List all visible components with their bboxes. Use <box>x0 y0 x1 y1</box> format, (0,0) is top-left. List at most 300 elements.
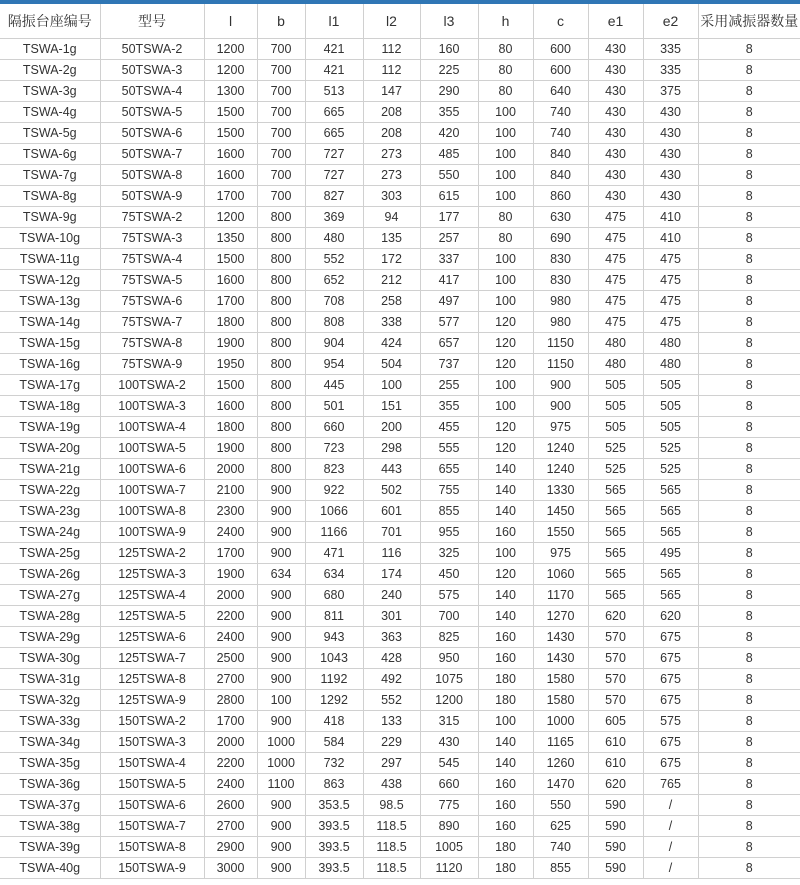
cell: 1066 <box>305 500 363 521</box>
table-body <box>0 38 800 878</box>
cell: 430 <box>588 185 643 206</box>
cell: 325 <box>420 542 478 563</box>
cell: 555 <box>420 437 478 458</box>
cell: 800 <box>257 458 305 479</box>
cell: 1600 <box>204 269 257 290</box>
cell: 565 <box>588 479 643 500</box>
table-row <box>0 122 800 143</box>
cell: 100 <box>478 269 533 290</box>
cell: 565 <box>588 542 643 563</box>
cell: 140 <box>478 500 533 521</box>
cell: 2200 <box>204 752 257 773</box>
cell: 2700 <box>204 668 257 689</box>
cell: 369 <box>305 206 363 227</box>
cell: TSWA-3g <box>0 80 100 101</box>
cell: 570 <box>588 626 643 647</box>
cell: TSWA-28g <box>0 605 100 626</box>
cell: 808 <box>305 311 363 332</box>
cell: 160 <box>478 647 533 668</box>
cell: 660 <box>420 773 478 794</box>
cell: 975 <box>533 542 588 563</box>
cell: 8 <box>698 248 800 269</box>
cell: 125TSWA-8 <box>100 668 204 689</box>
cell: 430 <box>643 164 698 185</box>
cell: 1170 <box>533 584 588 605</box>
cell: 2200 <box>204 605 257 626</box>
cell: 600 <box>533 59 588 80</box>
cell: 625 <box>533 815 588 836</box>
cell: 630 <box>533 206 588 227</box>
cell: TSWA-33g <box>0 710 100 731</box>
cell: 1000 <box>257 752 305 773</box>
cell: 1700 <box>204 185 257 206</box>
cell: 8 <box>698 374 800 395</box>
cell: 338 <box>363 311 420 332</box>
cell: 2800 <box>204 689 257 710</box>
cell: 135 <box>363 227 420 248</box>
cell: 150TSWA-2 <box>100 710 204 731</box>
cell: TSWA-19g <box>0 416 100 437</box>
cell: 575 <box>643 710 698 731</box>
cell: 708 <box>305 290 363 311</box>
table-row <box>0 185 800 206</box>
cell: TSWA-17g <box>0 374 100 395</box>
cell: 570 <box>588 689 643 710</box>
cell: 133 <box>363 710 420 731</box>
cell: 480 <box>643 332 698 353</box>
cell: 125TSWA-7 <box>100 647 204 668</box>
cell: 980 <box>533 290 588 311</box>
cell: TSWA-25g <box>0 542 100 563</box>
cell: 975 <box>533 416 588 437</box>
cell: 118.5 <box>363 857 420 878</box>
cell: TSWA-9g <box>0 206 100 227</box>
cell: 160 <box>478 626 533 647</box>
cell: 174 <box>363 563 420 584</box>
cell: 480 <box>305 227 363 248</box>
cell: 954 <box>305 353 363 374</box>
cell: TSWA-20g <box>0 437 100 458</box>
cell: 430 <box>588 80 643 101</box>
cell: 1000 <box>533 710 588 731</box>
cell: 1005 <box>420 836 478 857</box>
cell: 125TSWA-9 <box>100 689 204 710</box>
cell: 125TSWA-6 <box>100 626 204 647</box>
cell: 160 <box>478 773 533 794</box>
cell: 2000 <box>204 584 257 605</box>
cell: 100TSWA-3 <box>100 395 204 416</box>
cell: 600 <box>533 38 588 59</box>
table-row <box>0 689 800 710</box>
cell: 2400 <box>204 521 257 542</box>
cell: 900 <box>257 794 305 815</box>
cell: 640 <box>533 80 588 101</box>
cell: 475 <box>643 311 698 332</box>
cell: 8 <box>698 164 800 185</box>
cell: 565 <box>588 521 643 542</box>
cell: 100 <box>478 164 533 185</box>
cell: TSWA-40g <box>0 857 100 878</box>
cell: 8 <box>698 752 800 773</box>
cell: TSWA-22g <box>0 479 100 500</box>
cell: 100 <box>478 101 533 122</box>
cell: 565 <box>643 479 698 500</box>
cell: 8 <box>698 500 800 521</box>
cell: 8 <box>698 584 800 605</box>
cell: 1500 <box>204 374 257 395</box>
cell: 80 <box>478 59 533 80</box>
cell: 505 <box>588 416 643 437</box>
cell: 430 <box>643 122 698 143</box>
cell: 430 <box>588 101 643 122</box>
cell: 575 <box>420 584 478 605</box>
cell: 700 <box>257 143 305 164</box>
cell: 2500 <box>204 647 257 668</box>
cell: 590 <box>588 857 643 878</box>
cell: 50TSWA-6 <box>100 122 204 143</box>
cell: 298 <box>363 437 420 458</box>
table-row <box>0 59 800 80</box>
table-row <box>0 290 800 311</box>
cell: 732 <box>305 752 363 773</box>
cell: TSWA-8g <box>0 185 100 206</box>
cell: 140 <box>478 458 533 479</box>
cell: 1600 <box>204 164 257 185</box>
cell: 150TSWA-3 <box>100 731 204 752</box>
cell: 565 <box>643 584 698 605</box>
cell: 1700 <box>204 710 257 731</box>
cell: 475 <box>643 248 698 269</box>
cell: 475 <box>588 269 643 290</box>
cell: 900 <box>257 668 305 689</box>
cell: 75TSWA-7 <box>100 311 204 332</box>
cell: 1120 <box>420 857 478 878</box>
cell: 1200 <box>204 38 257 59</box>
cell: 840 <box>533 143 588 164</box>
cell: 480 <box>588 353 643 374</box>
cell: 615 <box>420 185 478 206</box>
cell: TSWA-36g <box>0 773 100 794</box>
cell: 430 <box>588 143 643 164</box>
cell: 565 <box>588 563 643 584</box>
table-row <box>0 206 800 227</box>
cell: 8 <box>698 311 800 332</box>
cell: 700 <box>420 605 478 626</box>
cell: 900 <box>533 395 588 416</box>
cell: 980 <box>533 311 588 332</box>
cell: 634 <box>257 563 305 584</box>
cell: TSWA-16g <box>0 353 100 374</box>
cell: TSWA-4g <box>0 101 100 122</box>
cell: 8 <box>698 416 800 437</box>
cell: 675 <box>643 731 698 752</box>
cell: / <box>643 857 698 878</box>
cell: 120 <box>478 563 533 584</box>
cell: 830 <box>533 269 588 290</box>
cell: 100TSWA-5 <box>100 437 204 458</box>
cell: 257 <box>420 227 478 248</box>
cell: 497 <box>420 290 478 311</box>
cell: 140 <box>478 752 533 773</box>
cell: 240 <box>363 584 420 605</box>
cell: 75TSWA-8 <box>100 332 204 353</box>
cell: 701 <box>363 521 420 542</box>
cell: 8 <box>698 773 800 794</box>
cell: 1075 <box>420 668 478 689</box>
cell: 80 <box>478 80 533 101</box>
cell: TSWA-13g <box>0 290 100 311</box>
cell: 545 <box>420 752 478 773</box>
cell: 590 <box>588 815 643 836</box>
cell: 2400 <box>204 626 257 647</box>
cell: 1500 <box>204 101 257 122</box>
cell: 565 <box>588 500 643 521</box>
cell: 665 <box>305 122 363 143</box>
table-row <box>0 458 800 479</box>
cell: 855 <box>420 500 478 521</box>
cell: 180 <box>478 836 533 857</box>
cell: 475 <box>588 227 643 248</box>
table-row <box>0 605 800 626</box>
cell: TSWA-10g <box>0 227 100 248</box>
cell: 584 <box>305 731 363 752</box>
cell: 590 <box>588 836 643 857</box>
table-row <box>0 647 800 668</box>
table-row <box>0 101 800 122</box>
cell: 657 <box>420 332 478 353</box>
cell: 8 <box>698 668 800 689</box>
cell: 620 <box>588 773 643 794</box>
table-row <box>0 353 800 374</box>
cell: 8 <box>698 122 800 143</box>
cell: 900 <box>257 647 305 668</box>
column-header: l1 <box>305 2 363 38</box>
cell: 577 <box>420 311 478 332</box>
table-row <box>0 479 800 500</box>
cell: / <box>643 815 698 836</box>
cell: 900 <box>257 815 305 836</box>
cell: 552 <box>305 248 363 269</box>
cell: 430 <box>588 38 643 59</box>
cell: 900 <box>257 605 305 626</box>
cell: 475 <box>643 290 698 311</box>
cell: 208 <box>363 122 420 143</box>
cell: 1550 <box>533 521 588 542</box>
table-row <box>0 710 800 731</box>
cell: 610 <box>588 731 643 752</box>
cell: 900 <box>257 710 305 731</box>
cell: 50TSWA-9 <box>100 185 204 206</box>
cell: 830 <box>533 248 588 269</box>
cell: 727 <box>305 164 363 185</box>
cell: 855 <box>533 857 588 878</box>
cell: 8 <box>698 605 800 626</box>
cell: 860 <box>533 185 588 206</box>
cell: 100 <box>257 689 305 710</box>
cell: 1150 <box>533 353 588 374</box>
cell: 740 <box>533 122 588 143</box>
cell: 208 <box>363 101 420 122</box>
table-row <box>0 227 800 248</box>
cell: 393.5 <box>305 815 363 836</box>
cell: 455 <box>420 416 478 437</box>
cell: 8 <box>698 647 800 668</box>
cell: 550 <box>420 164 478 185</box>
cell: 1240 <box>533 458 588 479</box>
cell: TSWA-1g <box>0 38 100 59</box>
cell: 180 <box>478 689 533 710</box>
table-row <box>0 500 800 521</box>
cell: TSWA-32g <box>0 689 100 710</box>
cell: 1500 <box>204 248 257 269</box>
cell: 1900 <box>204 332 257 353</box>
cell: 200 <box>363 416 420 437</box>
cell: 100 <box>363 374 420 395</box>
cell: 150TSWA-7 <box>100 815 204 836</box>
cell: 421 <box>305 59 363 80</box>
cell: 150TSWA-8 <box>100 836 204 857</box>
cell: 50TSWA-5 <box>100 101 204 122</box>
cell: 502 <box>363 479 420 500</box>
cell: 3000 <box>204 857 257 878</box>
cell: 675 <box>643 689 698 710</box>
table-row <box>0 521 800 542</box>
table-row <box>0 626 800 647</box>
cell: 1430 <box>533 647 588 668</box>
cell: 393.5 <box>305 836 363 857</box>
cell: 8 <box>698 353 800 374</box>
cell: 1240 <box>533 437 588 458</box>
cell: 900 <box>533 374 588 395</box>
cell: 1580 <box>533 668 588 689</box>
cell: 140 <box>478 605 533 626</box>
cell: 800 <box>257 290 305 311</box>
table-row <box>0 563 800 584</box>
cell: 100 <box>478 542 533 563</box>
cell: / <box>643 794 698 815</box>
cell: 150TSWA-4 <box>100 752 204 773</box>
column-header: e2 <box>643 2 698 38</box>
cell: 75TSWA-6 <box>100 290 204 311</box>
cell: 430 <box>643 185 698 206</box>
table-row <box>0 332 800 353</box>
cell: 225 <box>420 59 478 80</box>
cell: 430 <box>420 731 478 752</box>
cell: 118.5 <box>363 815 420 836</box>
cell: 1950 <box>204 353 257 374</box>
cell: 1200 <box>420 689 478 710</box>
cell: 120 <box>478 416 533 437</box>
cell: 475 <box>588 311 643 332</box>
cell: 1192 <box>305 668 363 689</box>
cell: 337 <box>420 248 478 269</box>
cell: 160 <box>478 815 533 836</box>
cell: 1600 <box>204 143 257 164</box>
table-row <box>0 584 800 605</box>
cell: 601 <box>363 500 420 521</box>
cell: 150TSWA-9 <box>100 857 204 878</box>
cell: 297 <box>363 752 420 773</box>
cell: 80 <box>478 206 533 227</box>
cell: 800 <box>257 437 305 458</box>
column-header: 采用减振器数量 <box>698 2 800 38</box>
cell: TSWA-30g <box>0 647 100 668</box>
cell: 1700 <box>204 542 257 563</box>
table-row <box>0 143 800 164</box>
cell: 700 <box>257 164 305 185</box>
cell: 98.5 <box>363 794 420 815</box>
cell: TSWA-26g <box>0 563 100 584</box>
column-header: 隔振台座编号 <box>0 2 100 38</box>
cell: 675 <box>643 647 698 668</box>
cell: 471 <box>305 542 363 563</box>
cell: 100 <box>478 374 533 395</box>
cell: 50TSWA-2 <box>100 38 204 59</box>
table-row <box>0 752 800 773</box>
cell: 50TSWA-3 <box>100 59 204 80</box>
cell: 315 <box>420 710 478 731</box>
cell: 430 <box>643 143 698 164</box>
cell: 620 <box>643 605 698 626</box>
cell: 8 <box>698 437 800 458</box>
cell: 1500 <box>204 122 257 143</box>
cell: 1580 <box>533 689 588 710</box>
cell: 150TSWA-5 <box>100 773 204 794</box>
cell: 700 <box>257 59 305 80</box>
cell: TSWA-31g <box>0 668 100 689</box>
cell: 8 <box>698 395 800 416</box>
cell: 363 <box>363 626 420 647</box>
table-row <box>0 248 800 269</box>
cell: 525 <box>588 458 643 479</box>
cell: 570 <box>588 647 643 668</box>
cell: 922 <box>305 479 363 500</box>
cell: 125TSWA-5 <box>100 605 204 626</box>
cell: 212 <box>363 269 420 290</box>
cell: TSWA-23g <box>0 500 100 521</box>
cell: TSWA-14g <box>0 311 100 332</box>
cell: 800 <box>257 395 305 416</box>
cell: 120 <box>478 311 533 332</box>
cell: 943 <box>305 626 363 647</box>
cell: 100TSWA-9 <box>100 521 204 542</box>
cell: 565 <box>588 584 643 605</box>
cell: 525 <box>643 437 698 458</box>
cell: 290 <box>420 80 478 101</box>
cell: 775 <box>420 794 478 815</box>
cell: 765 <box>643 773 698 794</box>
cell: 652 <box>305 269 363 290</box>
cell: 505 <box>588 374 643 395</box>
cell: 800 <box>257 374 305 395</box>
cell: 665 <box>305 101 363 122</box>
column-header: l2 <box>363 2 420 38</box>
cell: 420 <box>420 122 478 143</box>
cell: 1800 <box>204 311 257 332</box>
cell: 825 <box>420 626 478 647</box>
cell: 120 <box>478 353 533 374</box>
cell: 900 <box>257 626 305 647</box>
cell: 1166 <box>305 521 363 542</box>
cell: 1260 <box>533 752 588 773</box>
cell: 410 <box>643 206 698 227</box>
cell: 1165 <box>533 731 588 752</box>
cell: 424 <box>363 332 420 353</box>
column-header: l3 <box>420 2 478 38</box>
cell: 800 <box>257 248 305 269</box>
cell: 100 <box>478 290 533 311</box>
cell: 255 <box>420 374 478 395</box>
